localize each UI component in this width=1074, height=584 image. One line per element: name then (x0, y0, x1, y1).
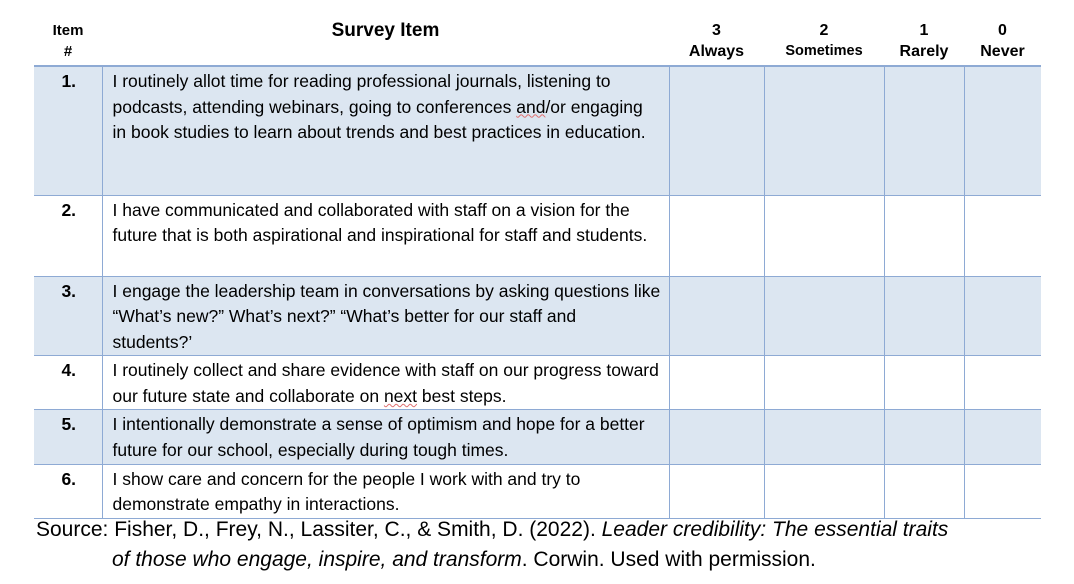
rating-cell-sometimes[interactable] (764, 410, 884, 464)
item-text: I engage the leadership team in conversations by asking questions like “What’s new?” What’s next?” “What’s better for our staff and students?’ (102, 276, 669, 356)
header-rating-rarely: 1 Rarely (899, 22, 949, 60)
rating-cell-sometimes[interactable] (764, 356, 884, 410)
rating-cell-rarely[interactable] (884, 410, 964, 464)
item-number: 2. (61, 199, 77, 220)
rating-cell-sometimes[interactable] (764, 464, 884, 518)
header-rating-always: 3 Always (688, 22, 745, 60)
header-rating-never: 0 Never (980, 22, 1025, 60)
survey-row-3 (34, 276, 1041, 356)
rating-cell-always[interactable] (669, 195, 764, 276)
header-survey-item: Survey Item (331, 20, 440, 41)
survey-row-2 (34, 195, 1041, 276)
header-item-number: Item # (52, 22, 84, 60)
rating-cell-never[interactable] (964, 410, 1041, 464)
rating-cell-always[interactable] (669, 464, 764, 518)
survey-row-5 (34, 410, 1041, 464)
survey-table (34, 18, 1041, 519)
item-number: 6. (61, 468, 77, 489)
item-number: 4. (61, 360, 77, 381)
rating-cell-rarely[interactable] (884, 356, 964, 410)
rating-cell-never[interactable] (964, 195, 1041, 276)
rating-cell-sometimes[interactable] (764, 276, 884, 356)
survey-row-1 (34, 66, 1041, 195)
rating-cell-sometimes[interactable] (764, 66, 884, 195)
rating-cell-sometimes[interactable] (764, 195, 884, 276)
rating-cell-rarely[interactable] (884, 66, 964, 195)
item-text: I routinely collect and share evidence with staff on our progress toward our future state and collaborate on next best steps. (102, 356, 669, 410)
item-text: I intentionally demonstrate a sense of optimism and hope for a better future for our school, especially during tough times. (102, 410, 669, 464)
spelling-mark: next (383, 385, 418, 406)
header-row (34, 18, 1041, 66)
survey-row-6 (34, 464, 1041, 518)
rating-cell-rarely[interactable] (884, 276, 964, 356)
spelling-mark: and (516, 96, 546, 117)
rating-cell-rarely[interactable] (884, 464, 964, 518)
rating-cell-always[interactable] (669, 356, 764, 410)
item-text: I routinely allot time for reading professional journals, listening to podcasts, attending webinars, going to conferences and/or engaging in book studies to learn about trends and best practices in education. (102, 66, 669, 195)
rating-cell-always[interactable] (669, 410, 764, 464)
item-number: 3. (34, 276, 102, 356)
header-rating-sometimes: 2 Sometimes (785, 22, 863, 59)
rating-cell-never[interactable] (964, 276, 1041, 356)
rating-cell-always[interactable] (669, 66, 764, 195)
survey-row-4 (34, 356, 1041, 410)
item-text: I have communicated and collaborated with staff on a vision for the future that is both aspirational and inspirational for staff and students. (102, 195, 669, 276)
item-number: 1. (34, 66, 102, 195)
item-text: I show care and concern for the people I work with and try to demonstrate empathy in interactions. (102, 464, 669, 518)
rating-cell-rarely[interactable] (884, 195, 964, 276)
rating-cell-never[interactable] (964, 464, 1041, 518)
rating-cell-never[interactable] (964, 66, 1041, 195)
item-number: 5. (34, 410, 102, 464)
rating-cell-always[interactable] (669, 276, 764, 356)
rating-cell-never[interactable] (964, 356, 1041, 410)
source-citation: Source: Fisher, D., Frey, N., Lassiter, C., & Smith, D. (2022). Leader credibility: The essential traits of those who engage, inspire, and transform. Corwin. Used with permission. (36, 518, 949, 571)
